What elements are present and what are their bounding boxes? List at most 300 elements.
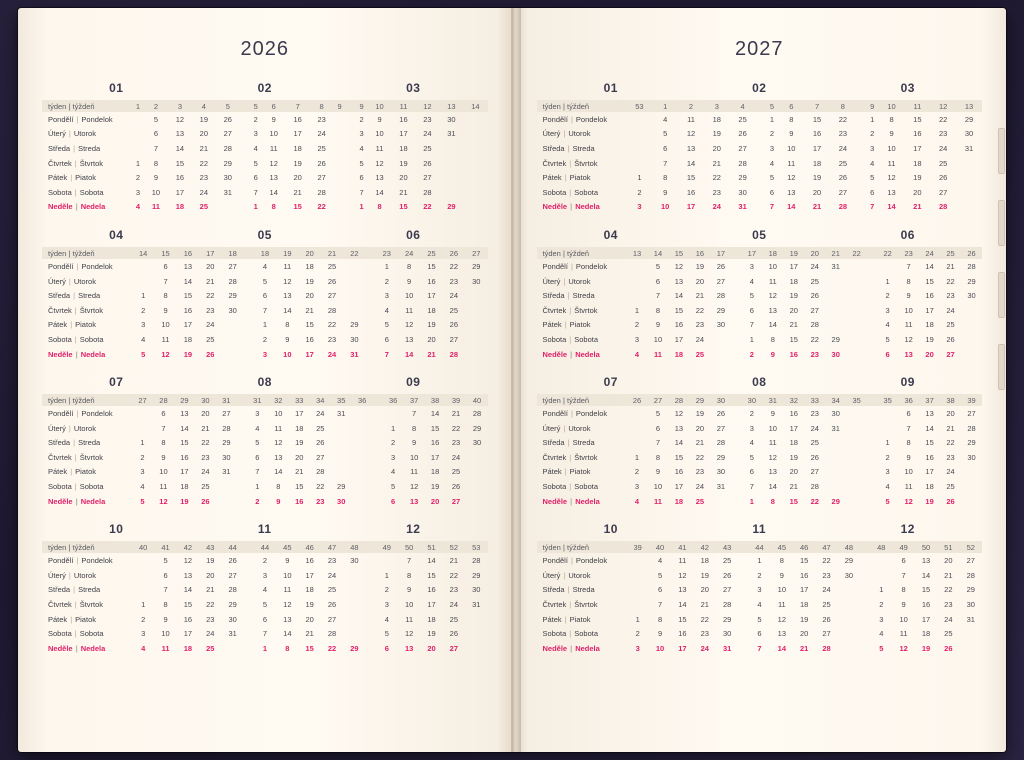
day-number: 28 <box>810 320 819 330</box>
day-number: 16 <box>674 467 684 477</box>
day-number: 31 <box>447 129 456 139</box>
day-number: 2 <box>749 349 754 359</box>
day-number: 16 <box>430 438 440 448</box>
day-number: 23 <box>423 114 432 124</box>
day-number: 22 <box>327 320 337 330</box>
weekday-row <box>537 612 983 627</box>
weekday-label: Středa | Streda <box>542 143 595 153</box>
day-number: 30 <box>967 452 976 462</box>
day-number: 19 <box>800 614 809 624</box>
day-number: 17 <box>430 452 440 462</box>
day-number: 12 <box>283 600 292 610</box>
day-number: 20 <box>800 629 809 639</box>
day-number: 12 <box>183 556 193 566</box>
day-number: 25 <box>722 556 732 566</box>
day-number: 17 <box>183 320 193 330</box>
day-number: 5 <box>749 291 754 301</box>
day-number: 19 <box>913 173 922 183</box>
day-number: 12 <box>887 173 896 183</box>
day-number: 3 <box>634 482 640 492</box>
weekday-label: Úterý | Utorok <box>542 423 591 433</box>
weekday-label: Pátek | Piatok <box>542 320 591 330</box>
day-number: 9 <box>770 409 775 419</box>
month-number: 04 <box>109 228 124 243</box>
day-number: 25 <box>695 349 705 359</box>
day-number <box>463 112 487 127</box>
day-number: 18 <box>674 496 684 506</box>
month-number-row <box>42 522 488 536</box>
month-number: 04 <box>603 228 618 243</box>
column-gap <box>867 332 877 347</box>
weekday-row <box>537 156 983 171</box>
day-number: 9 <box>906 291 911 301</box>
day-number: 14 <box>787 202 796 212</box>
day-number <box>961 494 982 509</box>
column-gap <box>366 247 376 259</box>
day-number: 1 <box>634 305 640 315</box>
day-number: 2 <box>634 320 640 330</box>
day-number: 8 <box>407 261 412 271</box>
day-number: 24 <box>206 629 215 639</box>
week-number: 45 <box>771 541 793 553</box>
week-number: 29 <box>174 394 195 406</box>
day-number: 23 <box>810 349 819 359</box>
weekday-row <box>537 274 983 289</box>
day-number: 8 <box>779 556 784 566</box>
day-number: 17 <box>180 467 189 477</box>
day-number: 4 <box>749 276 754 286</box>
day-number: 20 <box>789 305 798 315</box>
column-gap <box>738 626 748 641</box>
weekday-row <box>537 406 983 421</box>
column-gap <box>731 288 741 303</box>
weekday-row <box>42 436 488 451</box>
day-number: 18 <box>674 349 684 359</box>
column-gap <box>237 436 247 451</box>
day-number: 19 <box>695 409 705 419</box>
weekday-label: Čtvrtek | Štvrtok <box>542 600 598 610</box>
day-number: 28 <box>967 423 976 433</box>
week-number: 40 <box>467 394 488 406</box>
day-number: 16 <box>399 114 408 124</box>
day-number <box>465 347 487 362</box>
day-number: 10 <box>269 129 278 139</box>
week-number: 51 <box>420 541 442 553</box>
day-number: 25 <box>199 202 209 212</box>
column-gap <box>731 421 741 436</box>
week-number: 27 <box>465 247 487 259</box>
day-number: 30 <box>223 173 232 183</box>
day-number: 8 <box>789 114 794 124</box>
weekday-label: Středa | Streda <box>48 585 101 595</box>
day-number: 23 <box>206 614 215 624</box>
weekday-label: Neděle | Nedela <box>542 349 600 359</box>
day-number: 24 <box>944 614 953 624</box>
day-number: 7 <box>870 202 875 212</box>
day-number: 18 <box>430 467 440 477</box>
week-number: 13 <box>439 100 463 112</box>
day-number: 3 <box>391 452 396 462</box>
month-number: 06 <box>406 228 421 243</box>
day-number: 18 <box>295 423 304 433</box>
week-number: 17 <box>741 247 762 259</box>
day-number: 4 <box>885 320 890 330</box>
day-number: 4 <box>359 143 364 153</box>
day-number: 17 <box>427 600 436 610</box>
day-number: 25 <box>449 305 459 315</box>
day-number: 27 <box>810 305 819 315</box>
column-gap <box>237 465 247 480</box>
day-number <box>465 303 487 318</box>
weekday-row <box>42 170 488 185</box>
week-number: 30 <box>195 394 216 406</box>
weekday-row <box>42 641 488 656</box>
week-number: 18 <box>221 247 243 259</box>
day-number: 25 <box>738 114 747 124</box>
weekday-row <box>42 156 488 171</box>
page-tab[interactable] <box>998 272 1005 318</box>
day-number: 9 <box>663 187 668 197</box>
day-number: 24 <box>327 570 337 580</box>
weekday-label: Čtvrtek | Štvrtok <box>542 158 598 168</box>
left-calendar-rows <box>18 81 512 656</box>
day-number <box>846 436 867 451</box>
day-number: 6 <box>757 629 762 639</box>
day-number <box>352 494 373 509</box>
day-number <box>627 568 649 583</box>
week-number: 39 <box>627 541 649 553</box>
day-number: 12 <box>674 409 684 419</box>
weekday-label: Pátek | Piatok <box>542 614 591 624</box>
day-number <box>132 568 154 583</box>
week-number: 35 <box>331 394 352 406</box>
day-number <box>627 274 648 289</box>
day-number: 22 <box>695 452 705 462</box>
day-number: 11 <box>405 614 414 624</box>
day-number: 13 <box>674 276 684 286</box>
day-number: 4 <box>749 438 754 448</box>
day-number: 30 <box>722 629 732 639</box>
day-number: 1 <box>391 423 396 433</box>
column-gap <box>867 303 877 318</box>
day-number: 12 <box>904 496 913 506</box>
day-number: 10 <box>661 202 670 212</box>
day-number <box>846 259 867 274</box>
week-number: 41 <box>671 541 693 553</box>
weekday-label: Sobota | Sobota <box>542 187 599 197</box>
day-number: 14 <box>768 482 777 492</box>
day-number: 21 <box>427 349 436 359</box>
day-number: 2 <box>757 570 762 580</box>
day-number: 8 <box>163 600 168 610</box>
day-number: 1 <box>253 202 258 212</box>
day-number <box>216 200 240 215</box>
day-number <box>132 112 144 127</box>
day-number <box>343 303 365 318</box>
page-tab[interactable] <box>998 128 1005 174</box>
column-gap <box>731 494 741 509</box>
page-tab[interactable] <box>998 200 1005 246</box>
week-number: 16 <box>177 247 199 259</box>
day-number: 23 <box>449 276 459 286</box>
weekday-row <box>42 597 488 612</box>
column-gap <box>860 541 870 553</box>
day-number: 31 <box>738 202 747 212</box>
day-number: 11 <box>283 585 292 595</box>
column-gap <box>244 541 254 553</box>
day-number: 7 <box>161 423 166 433</box>
day-number: 19 <box>180 496 189 506</box>
day-number: 6 <box>163 261 168 271</box>
day-number: 16 <box>674 320 684 330</box>
week-number-header-row <box>537 247 983 259</box>
day-number: 8 <box>163 291 168 301</box>
day-number: 13 <box>269 173 278 183</box>
day-number: 16 <box>427 585 436 595</box>
weekday-label: Čtvrtek | Štvrtok <box>48 452 104 462</box>
day-number <box>439 141 463 156</box>
week-number: 24 <box>919 247 940 259</box>
year-title-left: 2026 <box>240 38 289 60</box>
column-gap <box>856 185 866 200</box>
week-number: 8 <box>830 100 856 112</box>
day-number: 2 <box>135 173 141 183</box>
weekday-label: Pondělí | Pondelok <box>48 114 113 124</box>
day-number <box>465 626 487 641</box>
day-number: 13 <box>274 452 283 462</box>
weekday-label: Čtvrtek | Štvrtok <box>48 305 104 315</box>
day-number: 19 <box>295 438 304 448</box>
column-gap <box>856 200 866 215</box>
day-number: 22 <box>317 202 326 212</box>
weekday-label: Pondělí | Pondelok <box>48 409 113 419</box>
day-number: 3 <box>879 614 884 624</box>
day-number: 17 <box>399 129 408 139</box>
day-number: 18 <box>427 305 436 315</box>
day-number: 25 <box>317 143 326 153</box>
day-number: 17 <box>295 409 304 419</box>
day-number: 24 <box>838 143 848 153</box>
day-number: 20 <box>913 187 922 197</box>
day-number: 6 <box>255 452 260 462</box>
week-number: 5 <box>765 100 778 112</box>
day-number: 2 <box>635 629 640 639</box>
day-number: 28 <box>938 202 948 212</box>
day-number: 16 <box>305 334 314 344</box>
day-number: 3 <box>749 261 754 271</box>
day-number: 26 <box>317 158 326 168</box>
day-number: 1 <box>384 570 389 580</box>
page-tab[interactable] <box>998 344 1005 390</box>
year-title-right: 2027 <box>735 38 784 60</box>
day-number: 13 <box>180 409 189 419</box>
day-number: 20 <box>789 467 798 477</box>
day-number <box>465 288 487 303</box>
day-number: 24 <box>449 600 459 610</box>
column-gap <box>738 541 748 553</box>
day-number: 13 <box>768 305 777 315</box>
column-gap <box>244 626 254 641</box>
day-number: 9 <box>163 305 168 315</box>
column-gap <box>867 465 877 480</box>
day-number: 29 <box>716 305 726 315</box>
day-number: 6 <box>253 173 258 183</box>
day-number: 25 <box>695 496 705 506</box>
weekday-row <box>42 347 488 362</box>
column-gap <box>731 259 741 274</box>
column-gap <box>366 612 376 627</box>
weekday-row <box>42 612 488 627</box>
day-number: 18 <box>305 261 314 271</box>
day-number: 6 <box>359 173 364 183</box>
day-number: 27 <box>938 187 948 197</box>
day-number: 28 <box>838 202 848 212</box>
week-number: 36 <box>383 394 404 406</box>
day-number: 26 <box>206 349 215 359</box>
day-number: 12 <box>678 570 687 580</box>
day-number: 20 <box>295 452 304 462</box>
day-number: 10 <box>655 643 665 653</box>
day-number: 8 <box>901 585 906 595</box>
day-number: 13 <box>787 187 796 197</box>
day-number <box>132 259 154 274</box>
column-gap <box>244 303 254 318</box>
day-number: 27 <box>966 556 975 566</box>
column-gap <box>346 100 356 112</box>
day-number: 18 <box>293 143 302 153</box>
day-number: 21 <box>201 423 210 433</box>
column-gap <box>244 288 254 303</box>
day-number: 27 <box>449 334 459 344</box>
day-number: 17 <box>925 467 934 477</box>
week-number: 12 <box>930 100 956 112</box>
week-header-label: týden | týždeň <box>537 247 627 259</box>
week-number: 31 <box>762 394 783 406</box>
day-number: 5 <box>769 173 775 183</box>
weekday-row <box>537 347 983 362</box>
week-number: 3 <box>704 100 730 112</box>
week-number: 2 <box>678 100 704 112</box>
day-number: 29 <box>228 600 237 610</box>
day-number: 14 <box>183 585 193 595</box>
day-number: 1 <box>870 114 875 124</box>
day-number: 16 <box>925 452 934 462</box>
column-gap <box>240 200 250 215</box>
day-number: 13 <box>283 291 292 301</box>
day-number: 23 <box>316 496 325 506</box>
day-number <box>961 465 982 480</box>
weekday-row <box>537 421 983 436</box>
week-number: 15 <box>154 247 176 259</box>
weekday-row <box>42 479 488 494</box>
day-number: 5 <box>657 570 663 580</box>
day-number: 2 <box>141 305 146 315</box>
day-number: 20 <box>206 261 215 271</box>
day-number: 23 <box>327 334 337 344</box>
column-gap <box>346 200 356 215</box>
weekday-label: Pátek | Piatok <box>48 320 96 330</box>
weekday-label: Čtvrtek | Štvrtok <box>542 305 598 315</box>
day-number: 24 <box>822 585 831 595</box>
day-number: 9 <box>377 114 382 124</box>
column-gap <box>738 612 748 627</box>
day-number: 30 <box>222 452 231 462</box>
week-number: 5 <box>216 100 240 112</box>
day-number <box>334 127 346 142</box>
column-gap <box>373 465 383 480</box>
week-number: 25 <box>940 247 961 259</box>
day-number: 13 <box>768 467 777 477</box>
week-number: 10 <box>368 100 392 112</box>
day-number <box>846 274 867 289</box>
day-number: 13 <box>175 129 185 139</box>
day-number: 18 <box>913 158 922 168</box>
day-number <box>331 465 352 480</box>
day-number: 18 <box>812 158 822 168</box>
column-gap <box>755 156 765 171</box>
day-number <box>343 274 365 289</box>
week-number: 30 <box>710 394 731 406</box>
weekday-label: Středa | Streda <box>542 291 595 301</box>
day-number: 15 <box>925 438 934 448</box>
day-number: 3 <box>757 585 762 595</box>
weekday-row <box>42 274 488 289</box>
day-number: 22 <box>206 600 215 610</box>
column-gap <box>244 347 254 362</box>
week-header-label: týden | týždeň <box>537 541 627 553</box>
day-number: 21 <box>305 629 314 639</box>
week-number: 19 <box>783 247 804 259</box>
day-number: 22 <box>700 614 709 624</box>
column-gap <box>856 112 866 127</box>
day-number: 26 <box>810 291 819 301</box>
day-number: 18 <box>305 585 314 595</box>
day-number: 25 <box>423 143 432 153</box>
day-number: 11 <box>274 423 283 433</box>
day-number: 15 <box>183 600 193 610</box>
day-number: 21 <box>944 570 953 580</box>
day-number: 30 <box>844 570 854 580</box>
day-number: 5 <box>384 629 389 639</box>
day-number: 16 <box>305 556 314 566</box>
weekday-row <box>42 465 488 480</box>
day-number: 14 <box>925 261 934 271</box>
day-number <box>838 626 860 641</box>
day-number: 29 <box>831 334 840 344</box>
day-number: 29 <box>223 158 232 168</box>
day-number <box>132 141 144 156</box>
day-number: 13 <box>674 423 684 433</box>
day-number: 4 <box>634 349 640 359</box>
column-gap <box>346 170 356 185</box>
column-gap <box>738 583 748 598</box>
day-number: 31 <box>966 614 975 624</box>
column-gap <box>867 436 877 451</box>
day-number: 24 <box>449 291 459 301</box>
day-number: 28 <box>223 143 232 153</box>
day-number: 23 <box>695 467 705 477</box>
day-number <box>216 479 237 494</box>
day-number: 28 <box>967 261 976 271</box>
day-number: 20 <box>812 187 822 197</box>
day-number: 5 <box>140 496 145 506</box>
day-number: 1 <box>637 173 642 183</box>
day-number: 11 <box>653 496 662 506</box>
day-number: 25 <box>316 423 325 433</box>
day-number: 21 <box>946 261 955 271</box>
quarter-row <box>18 81 512 214</box>
day-number: 6 <box>262 291 268 301</box>
